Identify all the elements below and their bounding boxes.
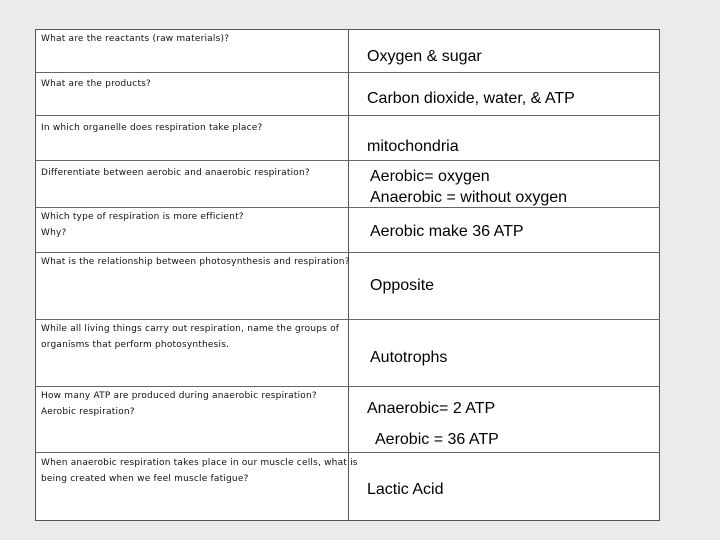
answer-atp-anaerobic: Anaerobic= 2 ATP xyxy=(367,400,496,417)
row-divider xyxy=(348,72,660,73)
question-products: What are the products? xyxy=(41,79,152,89)
question-photosynthesis-groups: While all living things carry out respiration, name the groups of organisms that perform photosynthesis. xyxy=(41,324,340,350)
answer-relationship: Opposite xyxy=(370,277,435,294)
question-organelle: In which organelle does respiration take place? xyxy=(41,123,263,133)
row-divider xyxy=(348,115,660,116)
question-aerobic-anaerobic: Differentiate between aerobic and anaerobic respiration? xyxy=(41,168,310,178)
row-divider xyxy=(35,319,348,320)
row-divider xyxy=(35,452,348,453)
answer-muscle-fatigue: Lactic Acid xyxy=(367,481,444,498)
row-divider xyxy=(35,72,348,73)
row-divider xyxy=(35,386,348,387)
column-divider xyxy=(348,29,349,521)
row-divider xyxy=(348,252,660,253)
question-efficiency: Which type of respiration is more efficient? Why? xyxy=(41,212,244,238)
answer-products: Carbon dioxide, water, & ATP xyxy=(367,90,575,107)
answer-atp-aerobic: Aerobic = 36 ATP xyxy=(375,431,499,448)
question-muscle-fatigue: When anaerobic respiration takes place in our muscle cells, what is being created when we feel muscle fatigue? xyxy=(41,458,358,484)
question-atp-count: How many ATP are produced during anaerobic respiration? Aerobic respiration? xyxy=(41,391,317,417)
answer-photosynthesis-groups: Autotrophs xyxy=(370,349,448,366)
answer-organelle: mitochondria xyxy=(367,138,459,155)
question-reactants: What are the reactants (raw materials)? xyxy=(41,34,230,44)
row-divider xyxy=(348,386,660,387)
row-divider xyxy=(35,115,348,116)
row-divider xyxy=(35,160,348,161)
row-divider xyxy=(35,252,348,253)
row-divider xyxy=(348,452,660,453)
answer-aerobic-anaerobic: Aerobic= oxygen Anaerobic = without oxygen xyxy=(370,168,568,206)
answer-reactants: Oxygen & sugar xyxy=(367,48,482,65)
row-divider xyxy=(348,319,660,320)
row-divider xyxy=(35,207,348,208)
row-divider xyxy=(348,160,660,161)
question-relationship: What is the relationship between photosynthesis and respiration? xyxy=(41,257,350,267)
answer-efficiency: Aerobic make 36 ATP xyxy=(370,223,524,240)
